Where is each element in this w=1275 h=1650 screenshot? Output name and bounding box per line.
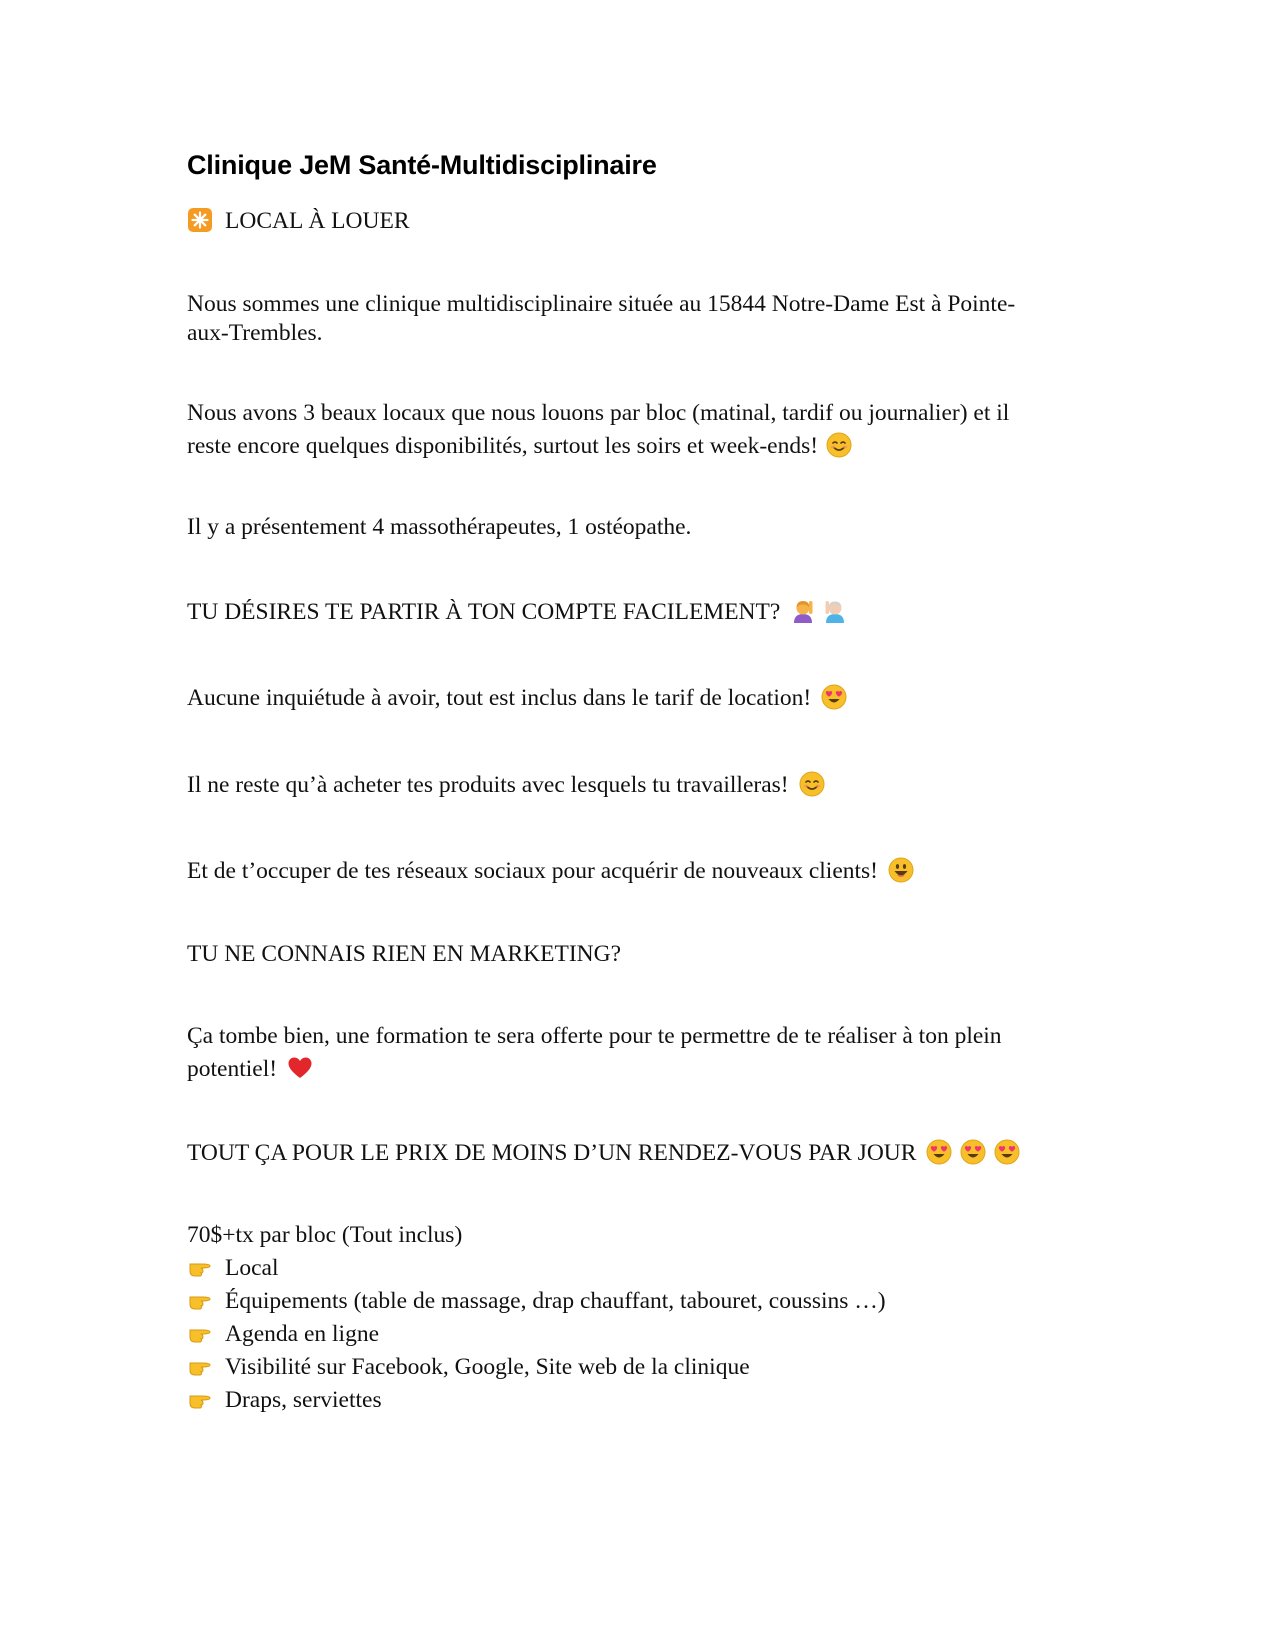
inclus-text: Aucune inquiétude à avoir, tout est inclus dans le tarif de location! <box>187 685 812 711</box>
paragraph-locaux <box>187 397 1087 463</box>
paragraph-inclus <box>187 682 1087 715</box>
list-item <box>187 1351 1087 1384</box>
formation-text: potentiel! <box>187 1056 278 1082</box>
list-item-text: Local <box>225 1255 279 1281</box>
pointing-hand-icon <box>187 1386 213 1412</box>
heading-local-a-louer <box>187 205 1087 238</box>
heart-eyes-face-icon <box>926 1139 952 1165</box>
paragraph-reseaux <box>187 855 1087 888</box>
paragraph-formation <box>187 1020 1087 1086</box>
paragraph-staff: Il y a présentement 4 massothérapeutes, 1 ostéopathe. <box>187 514 692 540</box>
reseaux-text: Et de t’occuper de tes réseaux sociaux pour acquérir de nouveaux clients! <box>187 858 879 884</box>
smiling-face-icon <box>826 432 852 458</box>
paragraph-formation-line2 <box>187 1053 1087 1086</box>
heading-local-text: LOCAL À LOUER <box>225 208 410 234</box>
paragraph-question-marketing: TU NE CONNAIS RIEN EN MARKETING? <box>187 941 622 967</box>
list-item <box>187 1318 1087 1351</box>
list-item <box>187 1252 1087 1285</box>
heart-eyes-face-icon <box>960 1139 986 1165</box>
heart-eyes-face-icon <box>821 684 847 710</box>
list-item-text: Équipements (table de massage, drap chauffant, tabouret, coussins …) <box>225 1288 886 1314</box>
paragraph-intro-line: Nous sommes une clinique multidisciplinaire située au 15844 Notre-Dame Est à Pointe- <box>187 291 1016 317</box>
paragraph-produits <box>187 769 1087 802</box>
raising-hand-man-icon <box>822 598 848 624</box>
eight-pointed-star-icon <box>187 207 213 233</box>
page-title: Clinique JeM Santé-Multidisciplinaire <box>187 150 657 180</box>
paragraph-locaux-line2 <box>187 430 1087 463</box>
smiling-face-icon <box>799 771 825 797</box>
list-item-text: Visibilité sur Facebook, Google, Site web de la clinique <box>225 1354 750 1380</box>
prix-text: TOUT ÇA POUR LE PRIX DE MOINS D’UN RENDEZ-VOUS PAR JOUR <box>187 1140 917 1166</box>
list-item <box>187 1285 1087 1318</box>
raising-hand-woman-icon <box>790 598 816 624</box>
question-compte-text: TU DÉSIRES TE PARTIR À TON COMPTE FACILEMENT? <box>187 599 781 625</box>
paragraph-prix <box>187 1137 1087 1170</box>
pointing-hand-icon <box>187 1254 213 1280</box>
pointing-hand-icon <box>187 1353 213 1379</box>
list-item-text: Agenda en ligne <box>225 1321 380 1347</box>
pointing-hand-icon <box>187 1320 213 1346</box>
grinning-face-icon <box>888 857 914 883</box>
price-section <box>187 1219 1087 1417</box>
pointing-hand-icon <box>187 1287 213 1313</box>
paragraph-intro-line: aux-Trembles. <box>187 320 323 346</box>
heart-eyes-face-icon <box>994 1139 1020 1165</box>
paragraph-formation-line: Ça tombe bien, une formation te sera offerte pour te permettre de te réaliser à ton plein <box>187 1023 1002 1049</box>
paragraph-locaux-text: reste encore quelques disponibilités, surtout les soirs et week-ends! <box>187 433 819 459</box>
paragraph-intro <box>187 288 1087 350</box>
paragraph-question-compte <box>187 596 1087 629</box>
list-item-text: Draps, serviettes <box>225 1387 382 1413</box>
paragraph-locaux-line: Nous avons 3 beaux locaux que nous louons par bloc (matinal, tardif ou journalier) et il <box>187 400 1010 426</box>
price-line: 70$+tx par bloc (Tout inclus) <box>187 1222 463 1248</box>
included-items-list <box>187 1252 1087 1417</box>
list-item <box>187 1384 1087 1417</box>
red-heart-icon <box>287 1055 313 1081</box>
produits-text: Il ne reste qu’à acheter tes produits avec lesquels tu travailleras! <box>187 772 789 798</box>
